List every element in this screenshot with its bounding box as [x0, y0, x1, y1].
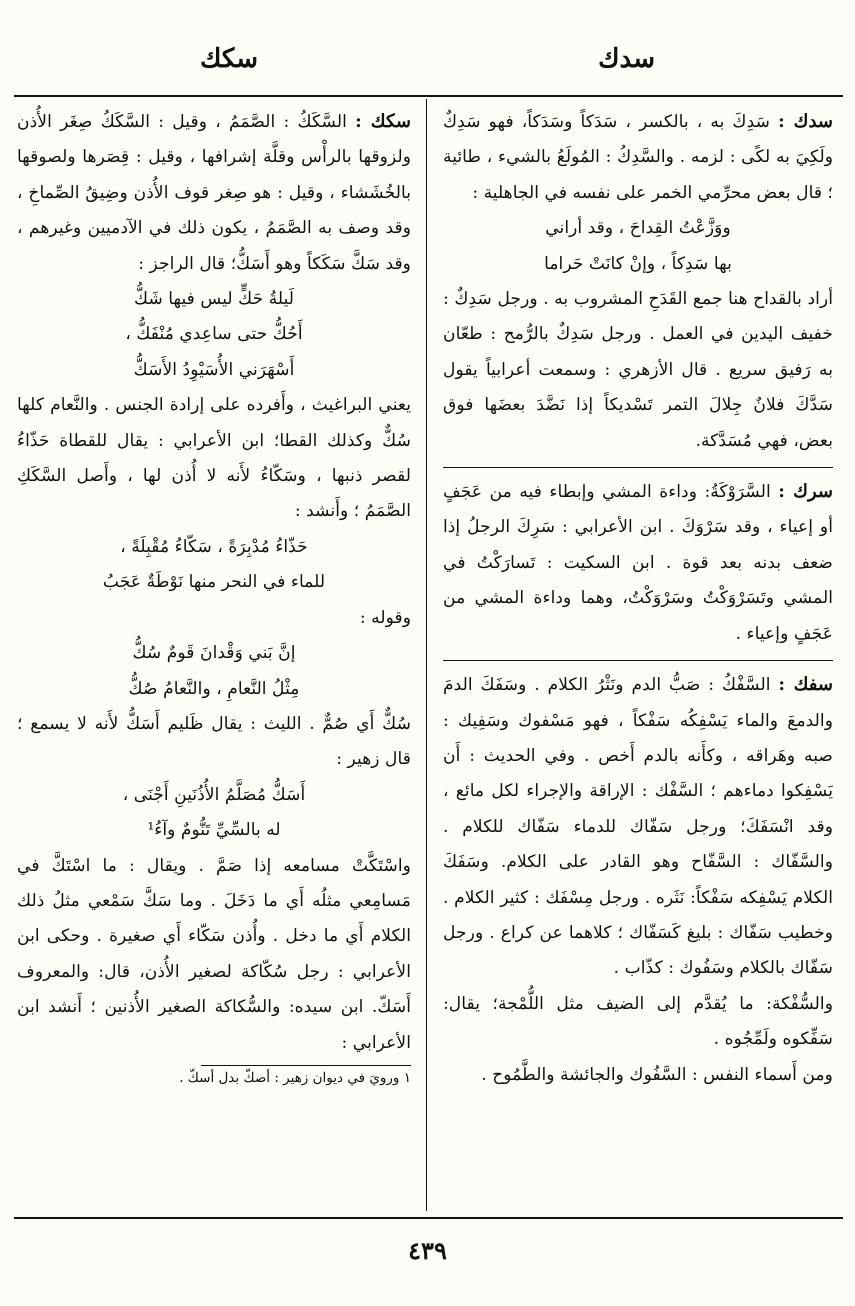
verse-line: أَحُكُّ حتى ساعِدي مُنْفَكُّ ،	[125, 324, 303, 345]
entry-text: السَّرَوْكَةُ: وداءة المشي وإبطاء فيه من عَجَفٍ أو إعياء ، وقد سَرْوَكَ . ابن الأعرابي : سَرِكَ الرجلُ إذا ضعف بدنه بعد قوة . ابن السكيت : تَسارَكْتُ في المشي وتَسَرْوَكْتُ وسَرْوَكْتُ، وهما وداءة المشي من عَجَفٍ وإعياء .	[443, 482, 833, 644]
entry-text: ومن أَسماء النفس : السَّفُوك والجائشة والطَّمُوح .	[481, 1064, 833, 1085]
entry-sakak	[17, 104, 411, 282]
verse-line: لَيلةُ حَكٍّ ليس فيها شَكُّ	[133, 289, 295, 310]
page-number: ٤٣٩	[408, 1236, 447, 1265]
entry-headword: سفك :	[778, 674, 833, 696]
entry-text: سَدِكَ به ، بالكسر ، سَدَكاً وسَدَكاً، فهو سَدِكٌ ولَكِيَ به لكًى : لزمه . والسَّدِكُ : المُولَعُ بالشيء ، طائية ؛ قال بعض محرِّمي الخمر على نفسه في الجاهلية :	[443, 112, 833, 203]
entry-text: وقوله :	[359, 607, 411, 628]
right-column	[443, 104, 833, 1093]
entry-safak	[443, 667, 833, 987]
verse-line: حَذّاءُ مُدْبِرَةً ، سَكّاءُ مُقْبِلَةً ،	[120, 536, 308, 557]
entry-sarak	[443, 474, 833, 652]
entry-text: واسْتَكَّتْ مسامعه إذا صَمَّ . ويقال : ما اسْتَكَّ في مَسامِعي مثلُه أَي ما دَخَلَ . وما سَكَّ سَمْعي مثلُ ذلك الكلام أَي ما دخل . وأُذن سَكّاء أَي صغيرة . وحكى ابن الأعرابي : رجل سُكّاكة لصغير الأُذن، قال: والمعروف أَسَكّ. ابن سيده: والسُّكاكة الصغير الأُذنين ؛ أَنشد ابن الأعرابي :	[17, 855, 411, 1053]
entry-text: السَّفْكُ : صَبُّ الدم ونَثْرُ الكلام . وسَفَكَ الدمَ والدمعَ والماء يَسْفِكُه سَفْكاً ، فهو مَسْفوك وسَفِيك : صبه وهَراقه ، وكأَنه بالدم أَخص . وفي الحديث : أَن يَسْفِكوا دماءهم ؛ السَّفْك : الإراقة والإجراء لكل مائع ، وقد انْسَفَكَ؛ ورجل سَفّاك للدماء سَفّاك للكلام . والسَّفّاك : السَّفّاح وهو القادر على الكلام. وسَفَكَ الكلام يَسْفِكه سَفْكاً: نَثَره . ورجل مِسْفَك : كثير الكلام . وخطيب سَفّاك : بليغ كَسَفّاك ؛ كلاهما عن كراع . ورجل سَفّاك بالكلام وسَفُوك : كذّاب .	[443, 675, 833, 979]
entry-text: يعني البراغيث ، وأَفرده على إرادة الجنس . والنَّعام كلها سُكٌّ وكذلك القطا؛ ابن الأعرابي : يقال للقطاة حَذّاءُ لقصر ذنبها ، وسَكّاءُ لأَنه لا أُذن لها ، وأَصل السَّكَكِ الصَّمَمُ ؛ وأَنشد :	[17, 395, 411, 522]
entry-headword: سدك :	[778, 111, 834, 132]
verse-line: مِثْلُ النَّعامِ ، والنَّعامُ صُكُّ	[128, 678, 300, 699]
column-divider	[426, 99, 427, 1211]
entry-text: والسُّفْكة: ما يُقدَّم إلى الضيف مثل اللُّمْجة؛ يقال: سَفِّكوه ولَمِّجُوه .	[443, 993, 833, 1050]
entry-sadak	[443, 104, 833, 211]
footer-rule	[14, 1217, 843, 1219]
verse-line: للماء في النحر منها نَوْطَةٌ عَجَبُ	[102, 572, 326, 593]
entry-separator	[443, 467, 833, 468]
verse-line: أَسْهَرَني الأُسَيْوِدُ الأَسَكُّ	[133, 359, 295, 380]
entry-text: سُكٌّ أَي صُمٌّ . الليث : يقال ظَليم أَسَكُّ لأَنه لا يسمع ؛ قال زهير :	[17, 713, 411, 770]
footnote: ١ ورويَ في ديوان زهير : أصكّ بدل أسكّ .	[179, 1069, 411, 1086]
left-column	[17, 104, 411, 1090]
verse-line: ووَزَّعْتُ القِداحَ ، وقد أراني	[545, 218, 731, 239]
header-rule	[14, 95, 843, 97]
entry-text: السَّكَكُ : الصَّمَمُ ، وقيل : السَّكَكُ صِغَر الأُذن ولزوقها بالرأْس وقلَّة إشرافها ، وقيل : قِصَرها ولصوقها بالخُشَشاء ، وقيل : هو صِغر قوف الأُذن وضِيقُ الصِّماخِ ، وقد وصف به الصَّمَمُ ، يكون ذلك في الآدميين وغيرهم ، وقد سَكَّ سَكَكاً وهو أَسَكُّ؛ قال الراجز :	[17, 112, 411, 274]
verse-line: له بالسِّيِّ تَنُّومٌ وآءُ¹	[147, 820, 281, 841]
entry-separator	[443, 660, 833, 661]
running-header-right: سدك	[598, 44, 655, 74]
entry-text: أراد بالقداح هنا جمع القَدَحِ المشروب به . ورجل سَدِكٌ : خفيف اليدين في العمل . ورجل سَدِكٌ بالرُّمح : طعّان به رَفيق سريع . قال الأزهري : وسمعت أعرابياً يقول سَدَّكَ فلانٌ جِلالَ التمر تَسْديكاً إذا نَضَّدَ بعضَها فوق بعض، فهي مُسَدَّكة.	[443, 289, 833, 451]
entry-headword: سكك :	[355, 111, 411, 132]
running-header-left: سكك	[200, 44, 259, 74]
verse-line: بها سَدِكاً ، وإنْ كانَتْ حَراما	[544, 253, 732, 274]
entry-headword: سرك :	[778, 481, 833, 503]
verse-line: إنَّ بَني وَقْدانَ قَومٌ سُكُّ	[132, 643, 296, 664]
verse-line: أَسَكُّ مُصَلَّمُ الأُذُنَينِ أَجْنَى ،	[122, 784, 306, 805]
